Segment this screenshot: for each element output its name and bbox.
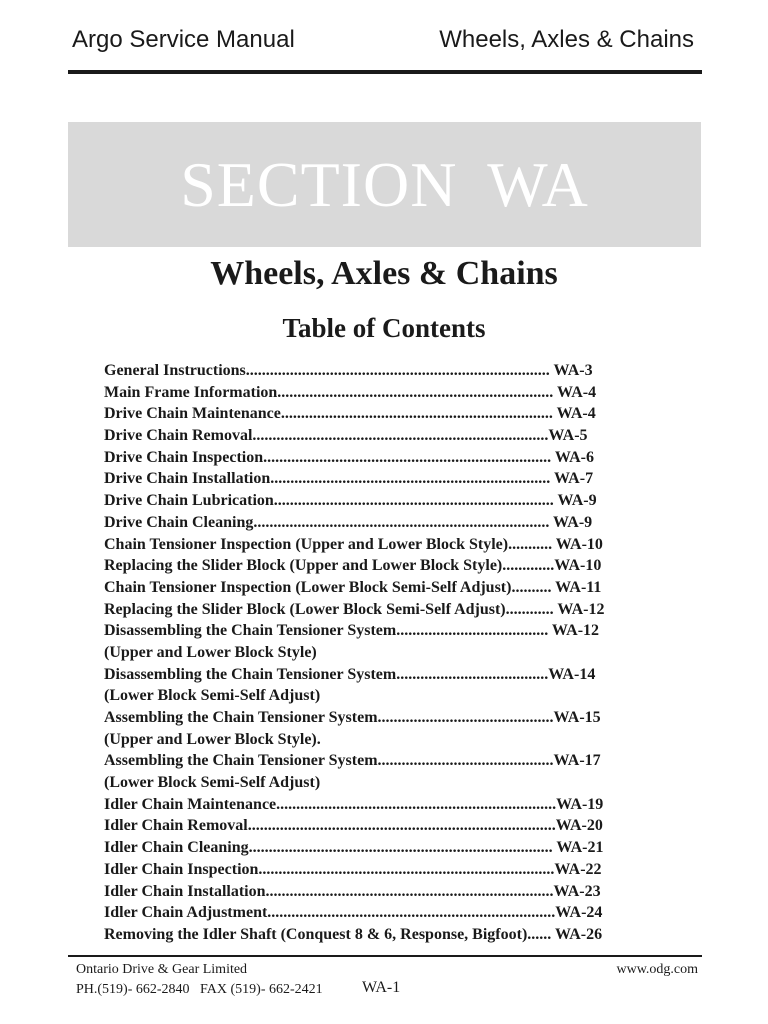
section-name: Wheels, Axles & Chains — [439, 26, 694, 53]
toc-entry: Main Frame Information..................................................................... WA-4 — [104, 383, 597, 401]
toc-entry: Replacing the Slider Block (Upper and Lower Block Style).............WA-10 — [104, 557, 602, 575]
toc-entry: Chain Tensioner Inspection (Lower Block Semi-Self Adjust).......... WA-11 — [104, 578, 602, 596]
toc-entry: Idler Chain Cleaning............................................................................ WA-21 — [104, 839, 604, 857]
footer-phone: PH.(519)- 662-2840 FAX (519)- 662-2421 — [76, 982, 323, 997]
document-title: Wheels, Axles & Chains — [210, 255, 558, 292]
toc-entry: Assembling the Chain Tensioner System............................................WA-15 — [104, 709, 601, 726]
page-number: WA-1 — [362, 979, 401, 996]
toc-entry: Assembling the Chain Tensioner System............................................WA-17 — [104, 752, 601, 770]
toc-entry: (Lower Block Semi-Self Adjust) — [104, 687, 321, 705]
toc-entry: Removing the Idler Shaft (Conquest 8 & 6, Response, Bigfoot)...... WA-26 — [104, 925, 603, 943]
manual-title: Argo Service Manual — [72, 26, 295, 53]
toc-entry: Idler Chain Inspection..........................................................................WA-22 — [104, 860, 602, 878]
header-divider — [68, 70, 702, 74]
page-header — [70, 26, 700, 58]
toc-entry: Drive Chain Maintenance.................................................................... WA-4 — [104, 405, 596, 423]
toc-entry: General Instructions............................................................................ WA-3 — [104, 362, 593, 379]
toc-entry: Drive Chain Installation...................................................................... WA-7 — [104, 470, 594, 488]
toc-entry: Drive Chain Lubrication...................................................................... WA-9 — [104, 492, 597, 510]
toc-entry: Chain Tensioner Inspection (Upper and Lower Block Style)........... WA-10 — [104, 535, 603, 553]
toc-entry: (Upper and Lower Block Style). — [104, 730, 321, 748]
toc-entry: Drive Chain Cleaning.......................................................................... WA-9 — [104, 513, 593, 531]
section-banner: SECTION WA — [68, 122, 701, 247]
toc-entry: Idler Chain Installation........................................................................WA-23 — [104, 882, 601, 900]
toc-entry: Replacing the Slider Block (Lower Block Semi-Self Adjust)............ WA-12 — [104, 600, 605, 618]
toc-entry: Drive Chain Removal..........................................................................WA-5 — [104, 427, 588, 445]
footer-divider — [68, 955, 702, 957]
table-of-contents — [104, 360, 664, 946]
footer-company: Ontario Drive & Gear Limited — [76, 962, 248, 977]
toc-entry: Drive Chain Inspection........................................................................ WA-6 — [104, 448, 594, 466]
toc-entry: (Upper and Lower Block Style) — [104, 643, 317, 661]
toc-entry: Disassembling the Chain Tensioner System......................................WA-14 — [104, 665, 596, 683]
toc-entry: (Lower Block Semi-Self Adjust) — [104, 774, 321, 792]
toc-entry: Disassembling the Chain Tensioner System...................................... WA-12 — [104, 622, 600, 640]
toc-entry: Idler Chain Adjustment........................................................................WA-24 — [104, 904, 603, 922]
toc-entry: Idler Chain Maintenance......................................................................WA-19 — [104, 795, 604, 813]
toc-heading: Table of Contents — [282, 313, 486, 343]
footer-website: www.odg.com — [616, 962, 698, 977]
toc-entry: Idler Chain Removal.............................................................................WA-20 — [104, 817, 603, 835]
